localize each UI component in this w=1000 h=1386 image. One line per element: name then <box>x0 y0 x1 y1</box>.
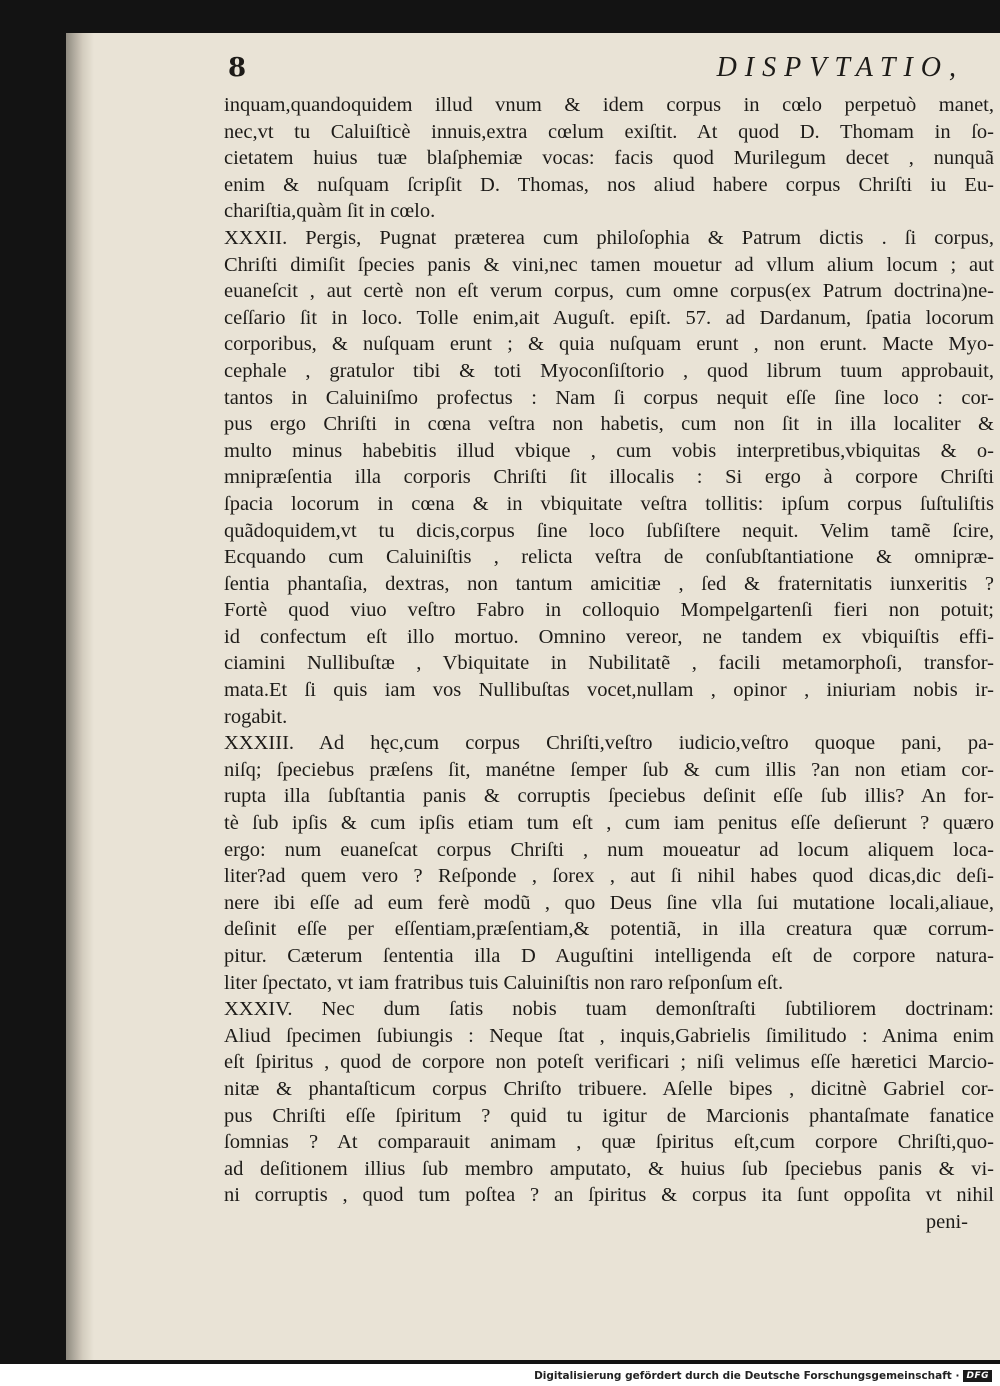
digitization-footer <box>534 1369 992 1383</box>
text-line: tè ſub ipſis & cum ipſis etiam tum eſt , cum iam penitus eſſe deſierunt ? quæro <box>224 812 994 835</box>
text-line: pitur. Cæterum ſententia illa D Auguſtini intelligenda eſt de corpore natura- <box>224 945 994 967</box>
text-line: cietatem huius tuæ blaſphemiæ vocas: facis quod Murilegum decet , nunquã <box>224 147 994 170</box>
page-text-block <box>224 52 994 1236</box>
text-line: eſt ſpiritus , quod de corpore non poteſt verificari ; niſi velimus eſſe hæretici Marcio- <box>224 1051 994 1074</box>
text-line: deſinit eſſe per eſſentiam,præſentiam,& potentiã, in illa creatura quæ corrum- <box>224 918 994 941</box>
text-line: enim & nuſquam ſcripſit D. Thomas, nos aliud habere corpus Chriſti iu Eu- <box>224 173 994 196</box>
text-line: multo minus habebitis illud vbique , cum vobis interpretibus,vbiquitas & o- <box>224 439 994 462</box>
text-line: XXXIII. Ad hęc,cum corpus Chriſti,veſtro iudicio,veſtro quoque pani, pa- <box>224 732 994 755</box>
page-number: 8 <box>228 53 247 83</box>
text-line: ſomnias ? At comparauit animam , quæ ſpiritus eſt,cum corpore Chriſti,quo- <box>224 1131 994 1154</box>
text-line: ſentia phantaſia, dextras, non tantum amicitiæ , ſed & fraternitatis iunxeritis ? <box>224 572 994 595</box>
text-line: Fortè quod viuo veſtro Fabro in colloquio Mompelgartenſi fieri non potuit; <box>224 599 994 622</box>
body-text <box>224 92 994 1209</box>
footer-credit: Digitalisierung gefördert durch die Deutsche Forschungsgemeinschaft · <box>534 1370 960 1382</box>
text-line: cephale , gratulor tibi & toti Myoconſiſtorio , quod librum tuum approbauit, <box>224 359 994 382</box>
text-line: tantos in Caluiniſmo profectus : Nam ſi corpus nequit eſſe ſine loco : cor- <box>224 386 994 409</box>
page-header <box>224 52 994 92</box>
text-line: XXXII. Pergis, Pugnat præterea cum philoſophia & Patrum dictis . ſi corpus, <box>224 226 994 249</box>
text-line: nere ibi eſſe ad eum ferè modũ , quo Deus ſine vlla ſui mutatione locali,aliaue, <box>224 891 994 914</box>
text-line: nitæ & phantaſticum corpus Chriſto tribuere. Aſelle bipes , dicitnè Gabriel cor- <box>224 1077 994 1100</box>
text-line: ſpacia locorum in cœna & in vbiquitate veſtra tollitis: ipſum corpus ſuſtuliſtis <box>224 492 994 515</box>
dfg-logo: DFG <box>963 1370 992 1382</box>
text-line: corporibus, & nuſquam erunt ; & quia nuſquam erunt , non erunt. Macte Myo- <box>224 333 994 356</box>
text-line: XXXIV. Nec dum ſatis nobis tuam demonſtraſti ſubtiliorem doctrinam: <box>224 998 994 1021</box>
page-gutter-shadow <box>66 33 94 1360</box>
text-line: ni corruptis , quod tum poſtea ? an ſpiritus & corpus ita ſunt oppoſita vt nihil <box>224 1184 994 1207</box>
text-line: liter ſpectato, vt iam fratribus tuis Caluiniſtis non raro reſponſum eſt. <box>224 971 784 994</box>
text-line: chariſtia,quàm ſit in cœlo. <box>224 200 436 223</box>
text-line: rupta illa ſubſtantia panis & corruptis ſpeciebus deſinit eſſe ſub illis? An for- <box>224 785 994 808</box>
catchword: peni- <box>925 1210 968 1233</box>
text-line: ergo: num euaneſcat corpus Chriſti , num moueatur ad locum aliquem loca- <box>224 838 994 861</box>
text-line: ciamini Nullibuſtæ , Vbiquitate in Nubilitatẽ , facili metamorphoſi, transfor- <box>224 652 994 675</box>
text-line: inquam,quandoquidem illud vnum & idem corpus in cœlo perpetuò manet, <box>224 94 994 116</box>
text-line: liter?ad quem vero ? Reſponde , ſorex , aut ſi nihil habes quod dicas,dic deſi- <box>224 865 994 888</box>
text-line: rogabit. <box>224 705 288 728</box>
running-head: DISPVTATIO, <box>716 52 964 83</box>
text-line: quãdoquidem,vt tu dicis,corpus ſine loco ſubſiſtere nequit. Velim tamẽ ſcire, <box>224 519 994 542</box>
text-line: Ecquando cum Caluiniſtis , relicta veſtra de conſubſtantiatione & omnipræ- <box>224 546 994 569</box>
text-line: ceſſario ſit in loco. Tolle enim,ait Auguſt. epiſt. 57. ad Dardanum, ſpatia locorum <box>224 306 994 329</box>
text-line: mnipræſentia illa corporis Chriſti ſit illocalis : Si ergo à corpore Chriſti <box>224 466 994 489</box>
text-line: Aliud ſpecimen ſubiungis : Neque ſtat , inquis,Gabrielis ſimilitudo : Anima enim <box>224 1024 994 1047</box>
text-line: ad deſitionem illius ſub membro amputato, & huius ſub ſpeciebus panis & vi- <box>224 1157 994 1180</box>
text-line: Chriſti dimiſit ſpecies panis & vini,nec tamen mouetur ad vllum alium locum ; aut <box>224 253 994 276</box>
text-line: nec,vt tu Caluiſticè innuis,extra cœlum exiſtit. At quod D. Thomam in ſo- <box>224 120 994 143</box>
text-line: pus ergo Chriſti in cœna veſtra non habetis, cum non ſit in illa localiter & <box>224 413 994 436</box>
text-line: niſq; ſpeciebus præſens ſit, manétne ſemper ſub & cum illis ?an non etiam cor- <box>224 758 994 781</box>
text-line: euaneſcit , aut certè non eſt verum corpus, cum omne corpus(ex Patrum doctrina)ne- <box>224 280 994 303</box>
text-line: pus Chriſti eſſe ſpiritum ? quid tu igitur de Marcionis phantaſmate fanatice <box>224 1104 994 1127</box>
text-line: mata.Et ſi quis iam vos Nullibuſtas vocet,nullam , opinor , iniuriam nobis ir- <box>224 679 994 702</box>
text-line: id confectum eſt illo mortuo. Omnino vereor, ne tandem ex vbiquiſtis effi- <box>224 625 994 648</box>
